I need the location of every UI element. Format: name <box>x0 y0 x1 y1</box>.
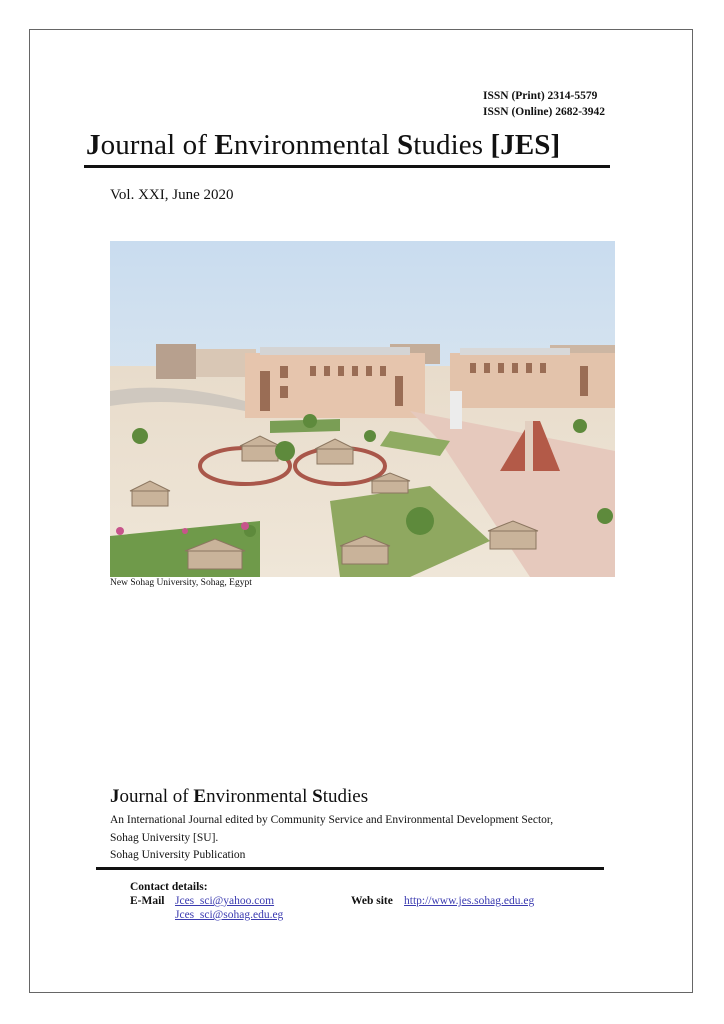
email-link-yahoo[interactable]: Jces_sci@yahoo.com <box>175 895 275 907</box>
journal-title-footer <box>110 785 368 809</box>
title-text: tudies <box>413 129 491 161</box>
footer-title-text: ournal of <box>119 786 194 807</box>
footer-divider <box>96 867 604 870</box>
title-text: nvironmental <box>233 129 397 161</box>
issn-online: ISSN (Online) 2682-3942 <box>483 106 606 118</box>
footer-title-initial-e: E <box>193 786 207 807</box>
volume-info: Vol. XXI, June 2020 <box>110 187 234 203</box>
website-link[interactable]: http://www.jes.sohag.edu.eg <box>404 895 535 907</box>
cover-photo <box>110 241 615 577</box>
issn-block <box>483 88 605 120</box>
footer-title-initial-j: J <box>110 786 120 807</box>
description-line: An International Journal edited by Community Service and Environmental Development Sector, <box>110 814 554 826</box>
contact-heading <box>130 880 208 894</box>
title-initial-e: E <box>214 129 234 161</box>
journal-title <box>86 128 560 162</box>
footer-title-text: tudies <box>322 786 369 807</box>
email-label: E-Mail <box>130 895 165 907</box>
contact-details-label: Contact details: <box>130 881 208 893</box>
title-underline <box>84 165 610 168</box>
footer-title-text: nvironmental <box>206 786 313 807</box>
journal-description <box>110 812 553 865</box>
description-line: Sohag University Publication <box>110 849 246 861</box>
email-link-sohag[interactable]: Jces_sci@sohag.edu.eg <box>175 909 284 921</box>
photo-caption: New Sohag University, Sohag, Egypt <box>110 578 252 588</box>
issn-print: ISSN (Print) 2314-5579 <box>483 90 598 102</box>
footer-title-initial-s: S <box>312 786 323 807</box>
description-line: Sohag University [SU]. <box>110 831 219 844</box>
website-label: Web site <box>351 895 393 907</box>
title-abbreviation: [JES] <box>490 129 561 161</box>
title-initial-s: S <box>397 129 414 161</box>
title-initial-j: J <box>86 129 101 161</box>
title-text: ournal of <box>100 129 215 161</box>
